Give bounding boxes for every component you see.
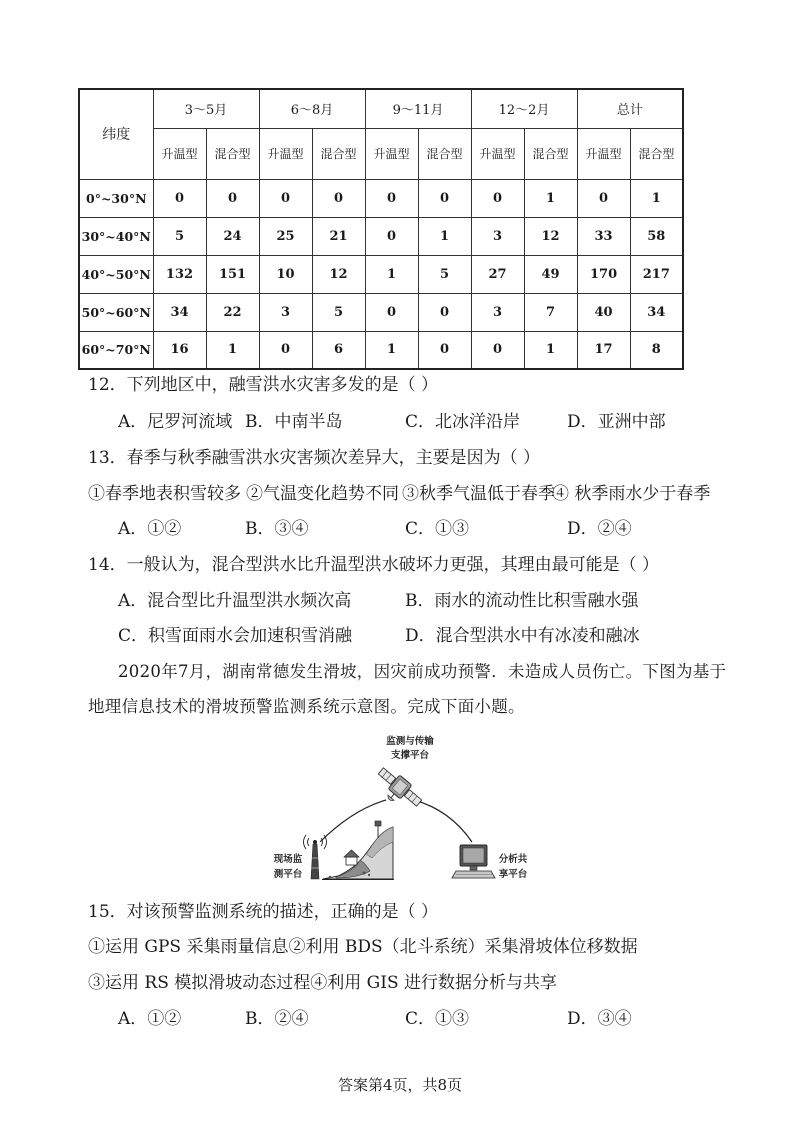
latitude-label: 40°~50°N <box>79 255 153 293</box>
table-cell: 0 <box>312 179 365 217</box>
landslide-monitoring-diagram <box>260 730 540 885</box>
table-cell: 16 <box>153 331 206 369</box>
table-cell: 0 <box>418 293 471 331</box>
table-cell: 3 <box>471 217 524 255</box>
question-15-statement-1: ①运用 GPS 采集雨量信息 <box>88 937 289 957</box>
table-cell: 49 <box>524 255 577 293</box>
table-cell: 27 <box>471 255 524 293</box>
question-13-statement-2: ②气温变化趋势不同 <box>246 484 399 504</box>
question-13-option-b: B．③④ <box>245 519 309 539</box>
table-cell: 0 <box>471 331 524 369</box>
table-cell: 1 <box>365 255 418 293</box>
table-cell: 12 <box>524 217 577 255</box>
satellite-label-line-1: 监测与传输 <box>386 736 434 747</box>
table-header-row <box>79 89 683 128</box>
question-13-option-c: C．①③ <box>405 519 470 539</box>
table-cell: 33 <box>577 217 630 255</box>
passage-line-2: 地理信息技术的滑坡预警监测系统示意图。完成下面小题。 <box>88 697 525 716</box>
question-14-option-c: C．积雪面雨水会加速积雪消融 <box>118 626 353 646</box>
question-15-stem: 15．对该预警监测系统的描述，正确的是（ ） <box>88 902 439 922</box>
table-cell: 10 <box>259 255 312 293</box>
passage-line-1: 2020年7月，湖南常德发生滑坡，因灾前成功预警．未造成人员伤亡。下图为基于 <box>118 662 727 681</box>
table-cell: 12 <box>312 255 365 293</box>
question-12-option-b: B．中南半岛 <box>245 412 343 432</box>
page-footer: 答案第4页，共8页 <box>337 1076 463 1094</box>
table-cell: 1 <box>418 217 471 255</box>
question-15-statement-2: ②利用 BDS（北斗系统）采集滑坡体位移数据 <box>288 937 638 957</box>
satellite-icon <box>370 764 425 816</box>
flood-frequency-table <box>78 88 684 370</box>
question-15-statements-line-1 <box>88 936 638 958</box>
question-12-option-d: D．亚洲中部 <box>567 412 666 432</box>
question-15-statement-4: ④利用 GIS 进行数据分析与共享 <box>310 973 558 993</box>
table-cell: 22 <box>206 293 259 331</box>
table-cell: 151 <box>206 255 259 293</box>
latitude-label: 30°~40°N <box>79 217 153 255</box>
question-12-option-c: C．北冰洋沿岸 <box>405 412 521 432</box>
question-13-option-d: D．②④ <box>567 519 632 539</box>
table-cell: 0 <box>471 179 524 217</box>
type-header: 混合型 <box>418 128 471 179</box>
table-cell: 34 <box>630 293 683 331</box>
table-cell: 34 <box>153 293 206 331</box>
table-cell: 3 <box>471 293 524 331</box>
field-platform-label-line-2: 测平台 <box>273 869 303 880</box>
question-14-stem: 14．一般认为，混合型洪水比升温型洪水破坏力更强，其理由最可能是（ ） <box>88 555 660 575</box>
table-cell: 1 <box>206 331 259 369</box>
table-cell: 5 <box>418 255 471 293</box>
type-header: 升温型 <box>365 128 418 179</box>
season-header: 6～8月 <box>259 89 365 128</box>
question-15-statements-line-2 <box>88 972 557 994</box>
computer-monitor-icon <box>452 845 495 878</box>
latitude-label: 50°~60°N <box>79 293 153 331</box>
question-14-option-b: B．雨水的流动性比积雪融水强 <box>405 591 639 611</box>
table-subheader-row <box>79 128 683 179</box>
table-cell: 58 <box>630 217 683 255</box>
table-cell: 1 <box>630 179 683 217</box>
table-cell: 0 <box>577 179 630 217</box>
table-cell: 0 <box>365 217 418 255</box>
analysis-platform-label-line-1: 分析共 <box>498 854 528 865</box>
table-cell: 0 <box>418 331 471 369</box>
question-12-stem: 12．下列地区中，融雪洪水灾害多发的是（ ） <box>88 375 439 395</box>
table-cell: 40 <box>577 293 630 331</box>
table-cell: 5 <box>153 217 206 255</box>
table-cell: 0 <box>418 179 471 217</box>
question-13-statement-1: ①春季地表积雪较多 <box>88 484 241 504</box>
table-cell: 0 <box>365 179 418 217</box>
question-15-option-c: C．①③ <box>405 1009 470 1029</box>
table-cell: 132 <box>153 255 206 293</box>
question-15-option-a: A．①② <box>118 1009 182 1029</box>
table-cell: 1 <box>524 179 577 217</box>
question-13-option-a: A．①② <box>118 519 182 539</box>
question-15-statement-3: ③运用 RS 模拟滑坡动态过程 <box>88 973 311 993</box>
satellite-label-line-2: 支撑平台 <box>390 750 430 761</box>
type-header: 混合型 <box>630 128 683 179</box>
question-12-option-a: A．尼罗河流域 <box>118 412 233 432</box>
table-cell: 217 <box>630 255 683 293</box>
type-header: 升温型 <box>259 128 312 179</box>
table-cell: 0 <box>153 179 206 217</box>
transmission-line-right <box>414 800 472 842</box>
season-header: 3～5月 <box>153 89 259 128</box>
table-cell: 0 <box>259 331 312 369</box>
latitude-label: 60°~70°N <box>79 331 153 369</box>
question-14-option-d: D．混合型洪水中有冰凌和融冰 <box>405 626 640 646</box>
question-15-option-b: B．②④ <box>245 1009 309 1029</box>
table-cell: 7 <box>524 293 577 331</box>
question-13-statement-4: ④ 秋季雨水少于春季 <box>552 484 711 504</box>
table-cell: 5 <box>312 293 365 331</box>
table-row <box>79 255 683 293</box>
latitude-label: 0°~30°N <box>79 179 153 217</box>
table-cell: 170 <box>577 255 630 293</box>
table-cell: 0 <box>365 293 418 331</box>
season-header: 9～11月 <box>365 89 471 128</box>
question-13-statement-3: ③秋季气温低于春季 <box>402 484 555 504</box>
table-cell: 17 <box>577 331 630 369</box>
season-header: 12～2月 <box>471 89 577 128</box>
table-cell: 8 <box>630 331 683 369</box>
table-cell: 6 <box>312 331 365 369</box>
table-row <box>79 179 683 217</box>
table-cell: 0 <box>206 179 259 217</box>
table-cell: 3 <box>259 293 312 331</box>
table-cell: 21 <box>312 217 365 255</box>
table-row <box>79 293 683 331</box>
table-cell: 0 <box>259 179 312 217</box>
table-cell: 1 <box>524 331 577 369</box>
type-header: 混合型 <box>206 128 259 179</box>
field-platform-label-line-1: 现场监 <box>273 854 303 865</box>
table-cell: 25 <box>259 217 312 255</box>
question-13-stem: 13．春季与秋季融雪洪水灾害频次差异大，主要是因为（ ） <box>88 448 541 468</box>
question-15-option-d: D．③④ <box>567 1009 632 1029</box>
table-cell: 1 <box>365 331 418 369</box>
table-row <box>79 331 683 369</box>
question-14-option-a: A．混合型比升温型洪水频次高 <box>118 591 352 611</box>
analysis-platform-label-line-2: 享平台 <box>498 869 528 880</box>
antenna-tower-icon <box>304 835 327 879</box>
latitude-header: 纬度 <box>79 89 153 179</box>
type-header: 混合型 <box>312 128 365 179</box>
table-row <box>79 217 683 255</box>
type-header: 升温型 <box>577 128 630 179</box>
type-header: 升温型 <box>153 128 206 179</box>
type-header: 混合型 <box>524 128 577 179</box>
total-header: 总计 <box>577 89 683 128</box>
type-header: 升温型 <box>471 128 524 179</box>
table-cell: 24 <box>206 217 259 255</box>
